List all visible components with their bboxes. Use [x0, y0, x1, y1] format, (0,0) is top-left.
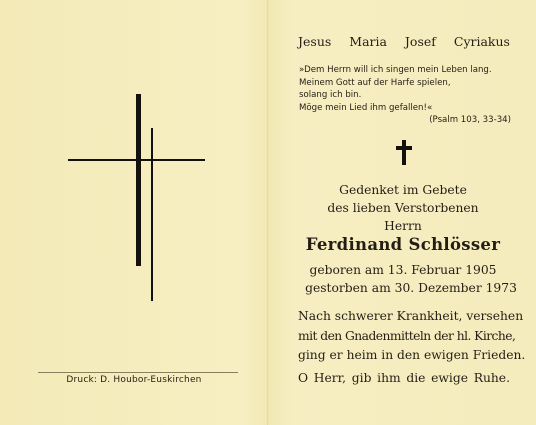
large-cross-bold-bar — [136, 94, 141, 266]
holy-names — [298, 34, 510, 49]
printer-credit: Druck: D. Houbor-Euskirchen — [66, 375, 202, 385]
remembrance-line: Herrn — [384, 219, 422, 233]
cross-icon — [396, 140, 412, 165]
holy-name: Cyriakus — [453, 34, 510, 49]
deceased-name: Ferdinand Schlösser — [305, 235, 501, 254]
psalm-reference: (Psalm 103, 33-34) — [429, 115, 511, 126]
large-cross-crossbar — [68, 159, 205, 161]
closing-line: mit den Gnadenmitteln der hl. Kirche, — [298, 328, 516, 343]
psalm-quote — [299, 64, 514, 127]
closing-line: Nach schwerer Krankheit, versehen — [298, 309, 524, 323]
death-date: gestorben am 30. Dezember 1973 — [305, 281, 517, 295]
birth-date: geboren am 13. Februar 1905 — [309, 263, 497, 277]
printer-divider — [38, 372, 238, 373]
psalm-line: »Dem Herrn will ich singen mein Leben lang. — [299, 65, 492, 75]
holy-name: Maria — [349, 34, 387, 49]
psalm-line: Möge mein Lied ihm gefallen!« — [299, 102, 433, 113]
psalm-line: Meinem Gott auf der Harfe spielen, — [299, 77, 451, 88]
closing-text — [298, 307, 526, 366]
large-cross-thin-bar — [151, 128, 153, 301]
holy-name: Jesus — [298, 34, 332, 49]
remembrance-line: Gedenket im Gebete — [339, 183, 467, 197]
remembrance-line: des lieben Verstorbenen — [327, 201, 479, 215]
right-panel — [270, 0, 536, 425]
psalm-line: solang ich bin. — [299, 90, 362, 101]
holy-name: Josef — [404, 34, 436, 49]
card-fold — [267, 0, 269, 425]
closing-prayer: O Herr, gib ihm die ewige Ruhe. — [298, 371, 510, 385]
closing-line: ging er heim in den ewigen Frieden. — [298, 348, 526, 362]
